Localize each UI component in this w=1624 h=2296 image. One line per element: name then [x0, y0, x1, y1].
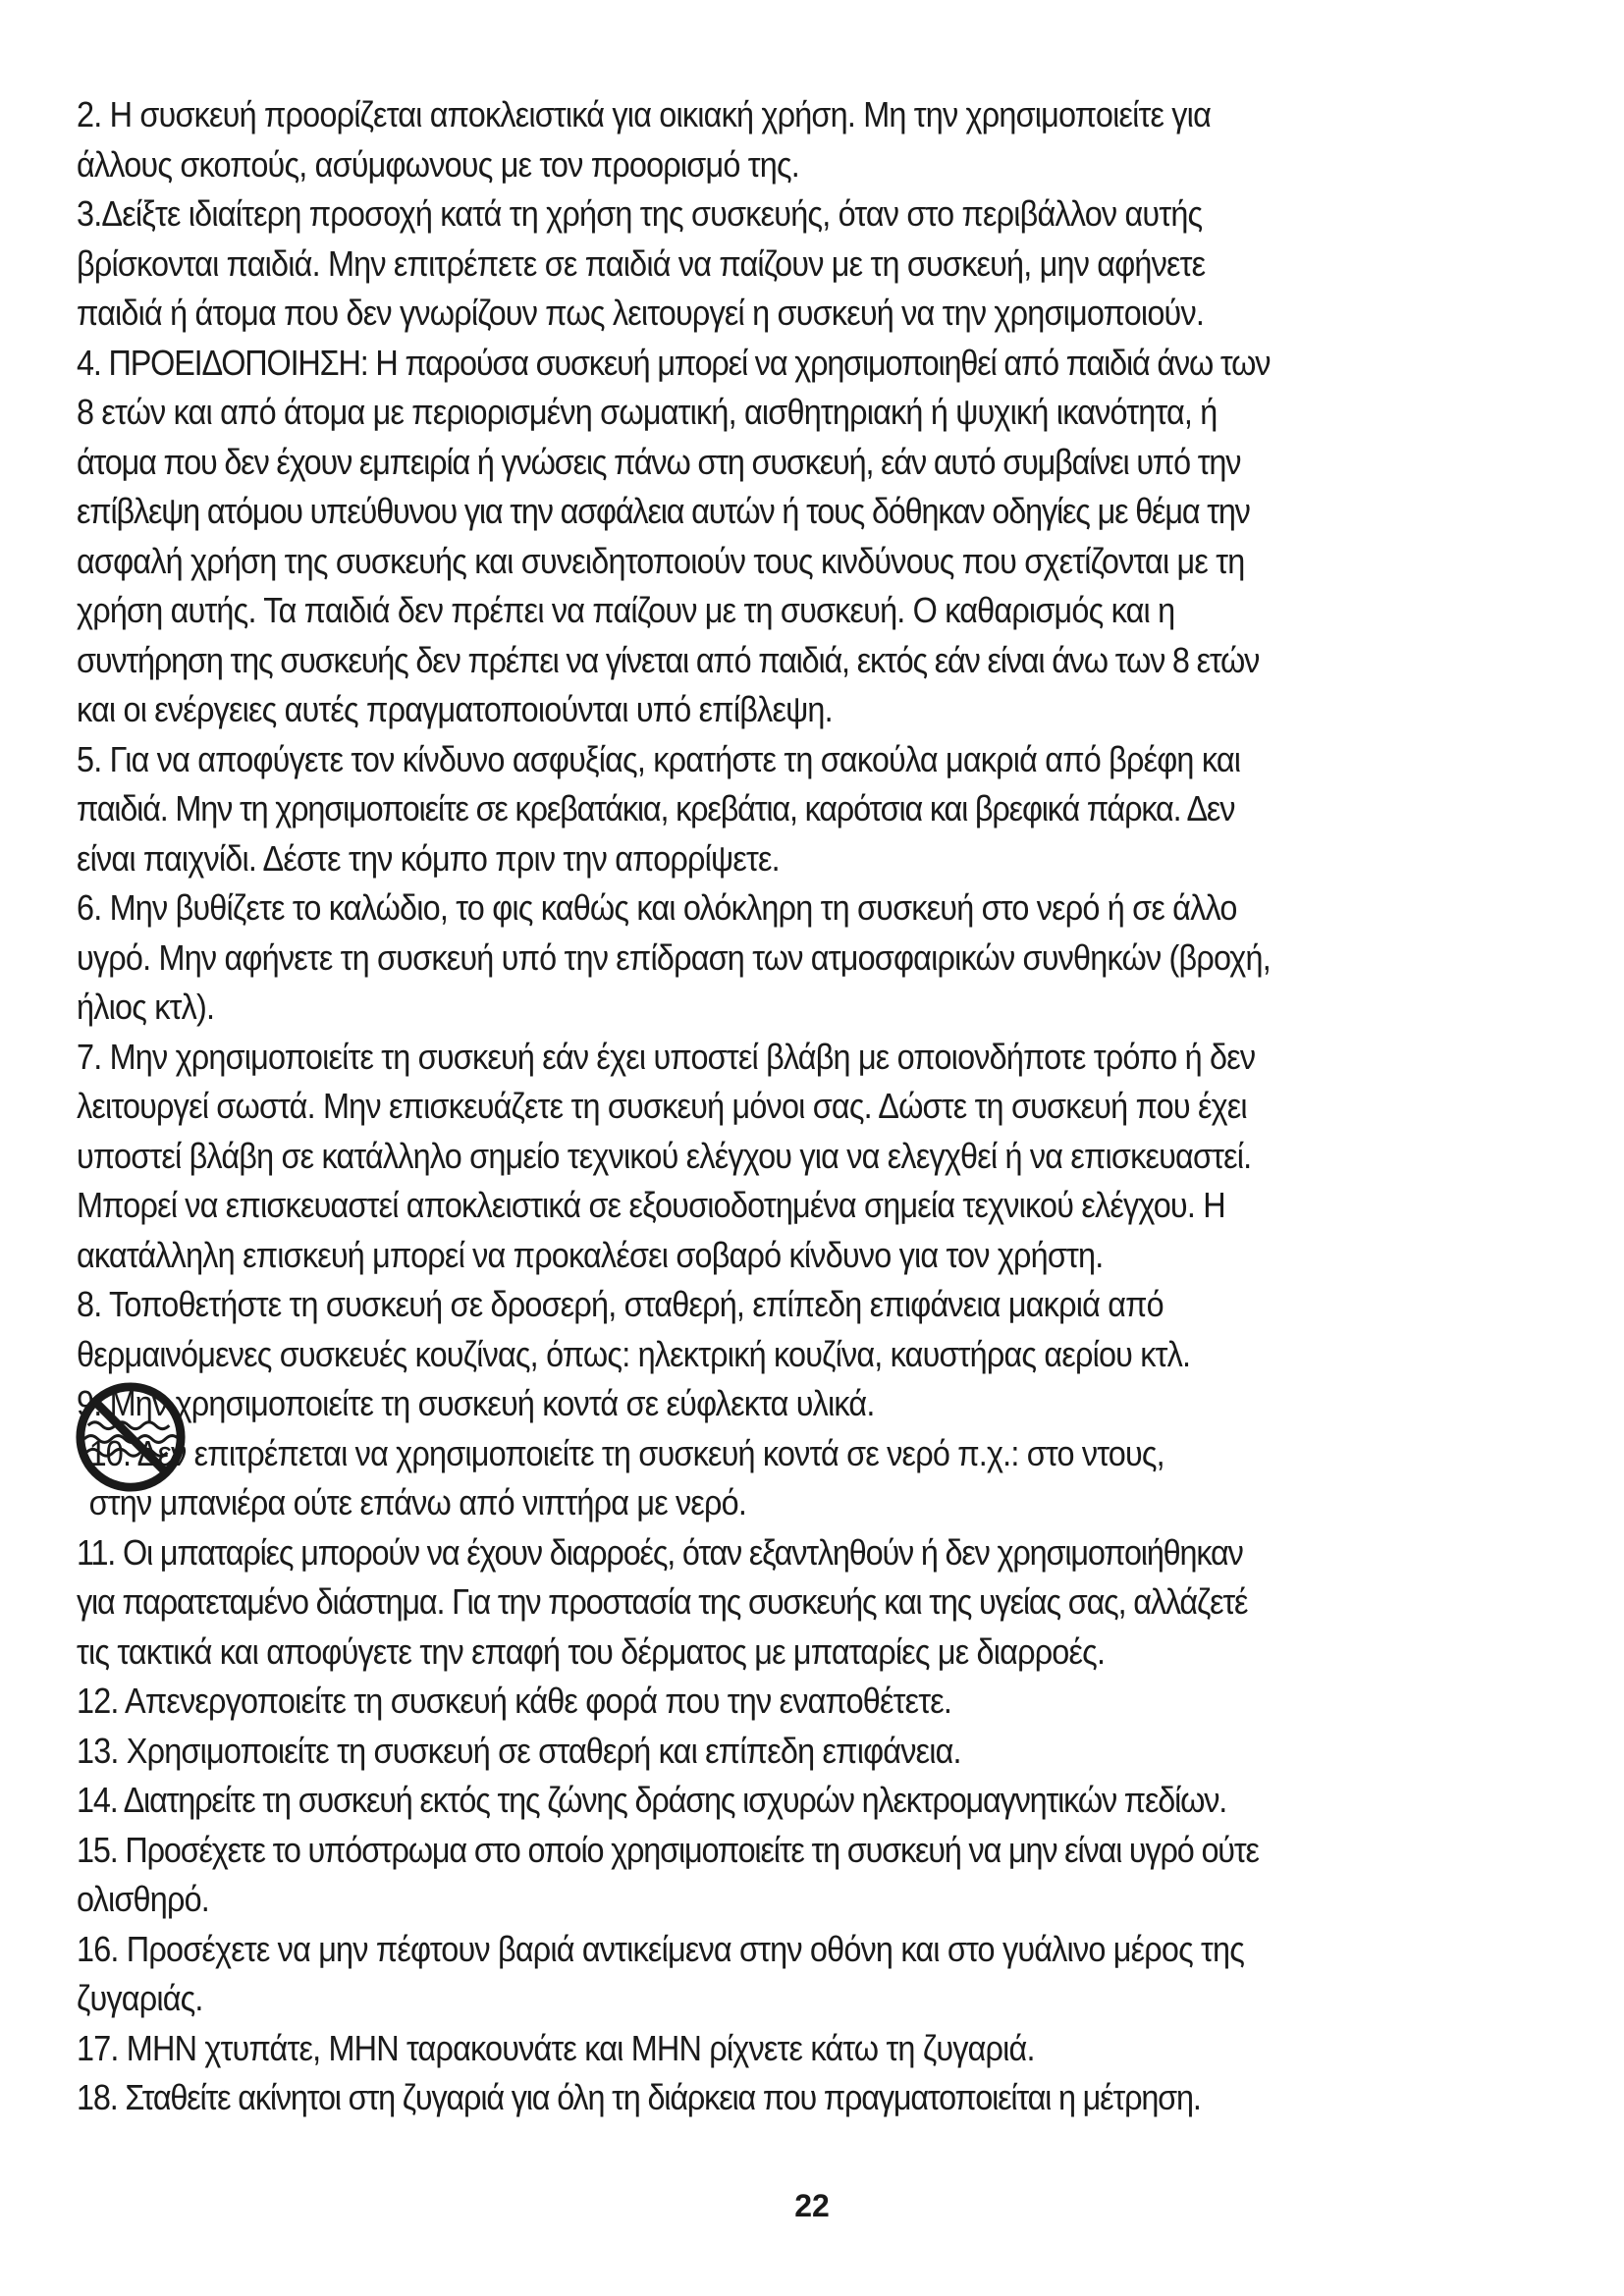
text-line: 11. Οι μπαταρίες μπορούν να έχουν διαρροές, όταν εξαντληθούν ή δεν χρησιμοποιήθηκαν: [77, 1531, 1243, 1573]
text-line: για παρατεταμένο διάστημα. Για την προστασία της συσκευής και της υγείας σας, αλλάζετέ: [77, 1581, 1248, 1622]
text-line: 13. Χρησιμοποιείτε τη συσκευή σε σταθερή και επίπεδη επιφάνεια.: [77, 1730, 961, 1771]
text-line: ακατάλληλη επισκευή μπορεί να προκαλέσει σοβαρό κίνδυνο για τον χρήστη.: [77, 1234, 1104, 1275]
text-line: στην μπανιέρα ούτε επάνω από νιπτήρα με νερό.: [88, 1482, 747, 1522]
text-line: βρίσκονται παιδιά. Μην επιτρέπετε σε παιδιά να παίζουν με τη συσκευή, μην αφήνετε: [77, 242, 1206, 284]
text-line: 10. Δεν επιτρέπεται να χρησιμοποιείτε τη συσκευή κοντά σε νερό π.χ.: στο ντους,: [88, 1432, 1164, 1473]
text-line: άλλους σκοπούς, ασύμφωνους με τον προορισμό της.: [77, 143, 799, 185]
text-line: 5. Για να αποφύγετε τον κίνδυνο ασφυξίας, κρατήστε τη σακούλα μακριά από βρέφη και: [77, 738, 1241, 779]
text-line: 3.Δείξτε ιδιαίτερη προσοχή κατά τη χρήση της συσκευής, όταν στο περιβάλλον αυτής: [77, 193, 1203, 234]
text-line: παιδιά. Μην τη χρησιμοποιείτε σε κρεβατάκια, κρεβάτια, καρότσια και βρεφικά πάρκα. Δεν: [77, 788, 1235, 828]
instructions-text: [77, 90, 1569, 2123]
text-line: 17. ΜΗΝ χτυπάτε, ΜΗΝ ταρακουνάτε και ΜΗΝ ρίχνετε κάτω τη ζυγαριά.: [77, 2027, 1035, 2068]
text-line: 12. Απενεργοποιείτε τη συσκευή κάθε φορά που την εναποθέτετε.: [77, 1681, 952, 1721]
text-line: και οι ενέργειες αυτές πραγματοποιούνται υπό επίβλεψη.: [77, 689, 833, 729]
text-line: ζυγαριάς.: [77, 1978, 203, 2018]
text-line: υγρό. Μην αφήνετε τη συσκευή υπό την επίδραση των ατμοσφαιρικών συνθηκών (βροχή,: [77, 936, 1271, 978]
text-line: υποστεί βλάβη σε κατάλληλο σημείο τεχνικού ελέγχου για να ελεγχθεί ή να επισκευαστεί.: [77, 1135, 1252, 1176]
text-line: χρήση αυτής. Τα παιδιά δεν πρέπει να παίζουν με τη συσκευή. Ο καθαρισμός και η: [77, 590, 1175, 630]
text-line: είναι παιχνίδι. Δέστε την κόμπο πριν την απορρίψετε.: [77, 837, 780, 879]
text-line: ολισθηρό.: [77, 1879, 209, 1919]
text-line: 14. Διατηρείτε τη συσκευή εκτός της ζώνης δράσης ισχυρών ηλεκτρομαγνητικών πεδίων.: [77, 1780, 1227, 1820]
text-line: 2. Η συσκευή προορίζεται αποκλειστικά για οικιακή χρήση. Μη την χρησιμοποιείτε για: [77, 94, 1211, 134]
text-line: 18. Σταθείτε ακίνητοι στη ζυγαριά για όλη τη διάρκεια που πραγματοποιείται η μέτρηση.: [77, 2077, 1201, 2117]
text-line: 6. Μην βυθίζετε το καλώδιο, το φις καθώς και ολόκληρη τη συσκευή στο νερό ή σε άλλο: [77, 887, 1237, 928]
text-line: τις τακτικά και αποφύγετε την επαφή του δέρματος με μπαταρίες με διαρροές.: [77, 1630, 1106, 1672]
text-line: θερμαινόμενες συσκευές κουζίνας, όπως: ηλεκτρική κουζίνα, καυστήρας αερίου κτλ.: [77, 1333, 1191, 1374]
page-number: 22: [794, 2188, 830, 2223]
text-line: επίβλεψη ατόμου υπεύθυνου για την ασφάλεια αυτών ή τους δόθηκαν οδηγίες με θέμα την: [77, 491, 1250, 531]
text-line: λειτουργεί σωστά. Μην επισκευάζετε τη συσκευή μόνοι σας. Δώστε τη συσκευή που έχει: [77, 1086, 1247, 1126]
text-line: 7. Μην χρησιμοποιείτε τη συσκευή εάν έχει υποστεί βλάβη με οποιονδήποτε τρόπο ή δεν: [77, 1036, 1256, 1077]
text-line: 9. Μην χρησιμοποιείτε τη συσκευή κοντά σε εύφλεκτα υλικά.: [77, 1383, 875, 1423]
text-line: 4. ΠΡΟΕΙΔΟΠΟΙΗΣΗ: Η παρούσα συσκευή μπορεί να χρησιμοποιηθεί από παιδιά άνω των: [77, 342, 1271, 383]
text-line: Μπορεί να επισκευαστεί αποκλειστικά σε εξουσιοδοτημένα σημεία τεχνικού ελέγχου. Η: [77, 1185, 1225, 1225]
no-water-icon: [73, 1379, 189, 1495]
text-line: 8. Τοποθετήστε τη συσκευή σε δροσερή, σταθερή, επίπεδη επιφάνεια μακριά από: [77, 1284, 1164, 1324]
text-line: άτομα που δεν έχουν εμπειρία ή γνώσεις πάνω στη συσκευή, εάν αυτό συμβαίνει υπό την: [77, 441, 1241, 482]
text-line: παιδιά ή άτομα που δεν γνωρίζουν πως λειτουργεί η συσκευή να την χρησιμοποιούν.: [77, 293, 1205, 333]
text-line: ήλιος κτλ).: [77, 987, 215, 1027]
text-line: 15. Προσέχετε το υπόστρωμα στο οποίο χρησιμοποιείτε τη συσκευή να μην είναι υγρό ούτε: [77, 1829, 1259, 1870]
text-line: 8 ετών και από άτομα με περιορισμένη σωματική, αισθητηριακή ή ψυχική ικανότητα, ή: [77, 392, 1218, 432]
text-line: 16. Προσέχετε να μην πέφτουν βαριά αντικείμενα στην οθόνη και στο γυάλινο μέρος της: [77, 1928, 1245, 1969]
text-line: συντήρηση της συσκευής δεν πρέπει να γίνεται από παιδιά, εκτός εάν είναι άνω των 8 ετών: [77, 639, 1260, 680]
text-line: ασφαλή χρήση της συσκευής και συνειδητοποιούν τους κινδύνους που σχετίζονται με τη: [77, 540, 1245, 581]
